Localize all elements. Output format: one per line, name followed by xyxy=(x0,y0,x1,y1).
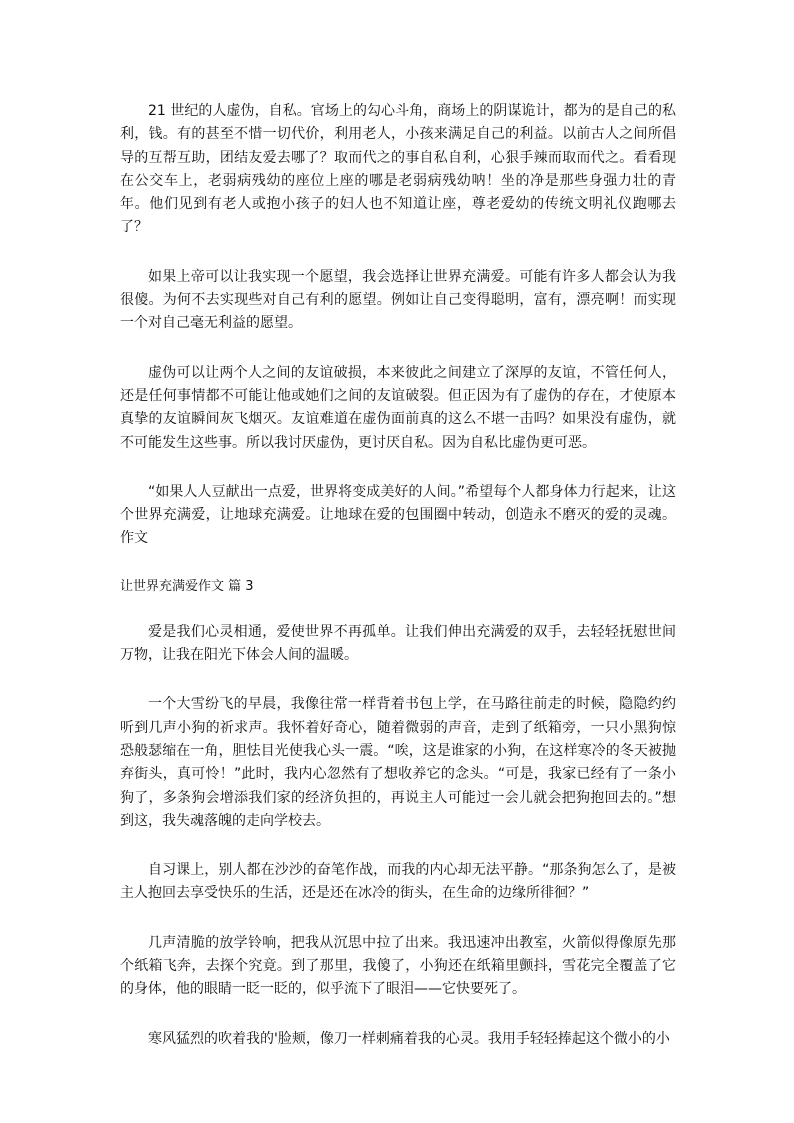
paragraph-5: 爱是我们心灵相通，爱使世界不再孤单。让我们伸出充满爱的双手，去轻轻抚慰世间万物，让我在阳光下体会人间的温暖。 xyxy=(120,623,676,664)
paragraph-4: “如果人人豆献出一点爱，世界将变成美好的人间。”希望每个人都身体力行起来，让这个世界充满爱，让地球充满爱。让地球在爱的包围圈中转动，创造永不磨灭的爱的灵魂。作文 xyxy=(120,483,676,547)
paragraph-2: 如果上帝可以让我实现一个愿望，我会选择让世界充满爱。可能有许多人都会认为我很傻。为何不去实现些对自己有利的愿望。例如让自己变得聪明，富有，漂亮啊！而实现一个对自己毫无利益的愿望。 xyxy=(120,268,676,332)
paragraph-7: 自习课上，别人都在沙沙的奋笔作战，而我的内心却无法平静。“那条狗怎么了，是被主人抱回去享受快乐的生活，还是还在冰冷的街头，在生命的边缘所徘徊？” xyxy=(120,862,676,902)
section-heading: 让世界充满爱作文 篇 3 xyxy=(120,578,254,594)
paragraph-6: 一个大雪纷飞的早晨，我像往常一样背着书包上学，在马路往前走的时候，隐隐约约听到几声小狗的祈求声。我怀着好奇心，随着微弱的声音，走到了纸箱旁，一只小黑狗惊恐般瑟缩在一角，胆怯目光使我心头一震。“唉，这是谁家的小狗，在这样寒冷的冬天被抛弃街头，真可怜！”此时，我内心忽然有了想收养它的念头。“可是，我家已经有了一条小狗了，多条狗会增添我们家的经济负担的，再说主人可能过一会儿就会把狗抱回去的。”想到这，我失魂落魄的走向学校去。 xyxy=(120,696,676,829)
paragraph-1: 21 世纪的人虚伪，自私。官场上的勾心斗角，商场上的阴谋诡计，都为的是自己的私利，钱。有的甚至不惜一切代价，利用老人，小孩来满足自己的利益。以前古人之间所倡导的互帮互助，团结友爱去哪了？取而代之的事自私自利，心狠手辣而取而代之。看看现在公交车上，老弱病残幼的座位上座的哪是老弱病残幼呐！坐的净是那些身强力壮的青年。他们见到有老人或抱小孩子的妇人也不知道让座，尊老爱幼的传统文明礼仪跑哪去了？ xyxy=(120,103,676,236)
paragraph-8: 几声清脆的放学铃响，把我从沉思中拉了出来。我迅速冲出教室，火箭似得像原先那个纸箱飞奔，去探个究竟。到了那里，我傻了，小狗还在纸箱里颤抖，雪花完全覆盖了它的身体，他的眼睛一眨一眨的，似乎流下了眼泪——它快要死了。 xyxy=(120,934,676,998)
paragraph-3: 虚伪可以让两个人之间的友谊破损，本来彼此之间建立了深厚的友谊，不管任何人，还是任何事情都不可能让他或她们之间的友谊破裂。但正因为有了虚伪的存在，才使原本真挚的友谊瞬间灰飞烟灭。友谊难道在虚伪面前真的这么不堪一击吗？如果没有虚伪，就不可能发生这些事。所以我讨厌虚伪，更讨厌自私。因为自私比虚伪更可恶。 xyxy=(120,364,676,451)
paragraph-9: 寒风猛烈的吹着我的'脸颊，像刀一样刺痛着我的心灵。我用手轻轻捧起这个微小的小 xyxy=(148,1030,670,1047)
document-page xyxy=(120,100,676,1077)
